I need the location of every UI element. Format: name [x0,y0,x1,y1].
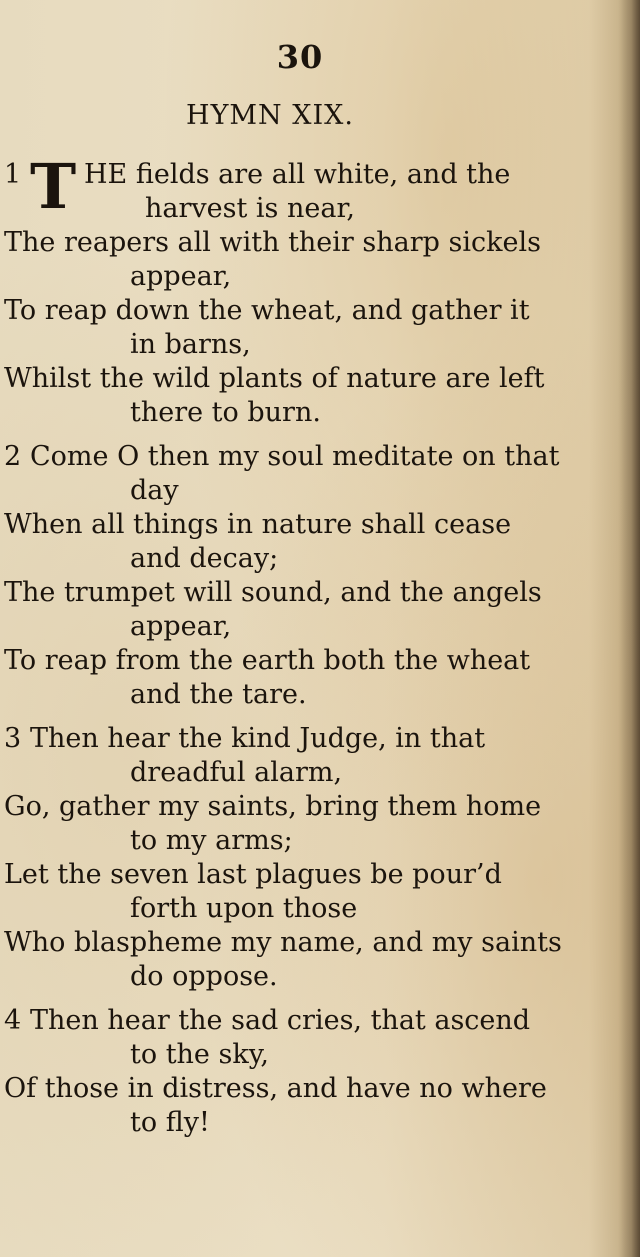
verse-line: Whilst the wild plants of nature are left [4,363,545,394]
verse-line: and decay; [130,543,279,574]
hymn-title: HYMN XIX. [186,100,354,131]
verse-number: 4 [4,1005,22,1036]
verse-line: day [130,475,179,506]
verse-first-line [4,440,559,474]
drop-cap: T [30,150,77,223]
verse-line: and the tare. [130,679,307,710]
verse-line: there to burn. [130,397,321,428]
verse-line: to my arms; [130,825,293,856]
verse-line: do oppose. [130,961,278,992]
verse-line: appear, [130,261,232,292]
verse-line: Then hear the kind Judge, in that [30,723,486,754]
verse-line: harvest is near, [145,193,355,224]
verse-line: The trumpet will sound, and the angels [4,577,542,608]
verse-line: to the sky, [130,1039,269,1070]
verse-line: to fly! [130,1107,210,1138]
verse-number: 1 [4,159,22,190]
verse-line: dreadful alarm, [130,757,343,788]
verse-line: To reap from the earth both the wheat [4,645,531,676]
verse-line: forth upon those [130,893,358,924]
verse-first-line [4,1004,530,1038]
verse-line: HE fields are all white, and the [84,159,511,190]
verse-line: Let the seven last plagues be pour’d [4,859,502,890]
page-number: 30 [276,38,324,76]
verse-line: To reap down the wheat, and gather it [4,295,530,326]
verse-line: Of those in distress, and have no where [4,1073,547,1104]
verse-line: Who blaspheme my name, and my saints [4,927,562,958]
verse-line: The reapers all with their sharp sickels [4,227,541,258]
verse-first-line [4,722,485,756]
page-edge-shadow [618,0,640,1257]
verse-number: 2 [4,441,22,472]
verse-line: in barns, [130,329,251,360]
verse-line: Then hear the sad cries, that ascend [30,1005,531,1036]
verse-number: 3 [4,723,22,754]
verse-line: Come O then my soul meditate on that [30,441,560,472]
verse-line: When all things in nature shall cease [4,509,512,540]
verse-line: Go, gather my saints, bring them home [4,791,542,822]
verse-line: appear, [130,611,232,642]
